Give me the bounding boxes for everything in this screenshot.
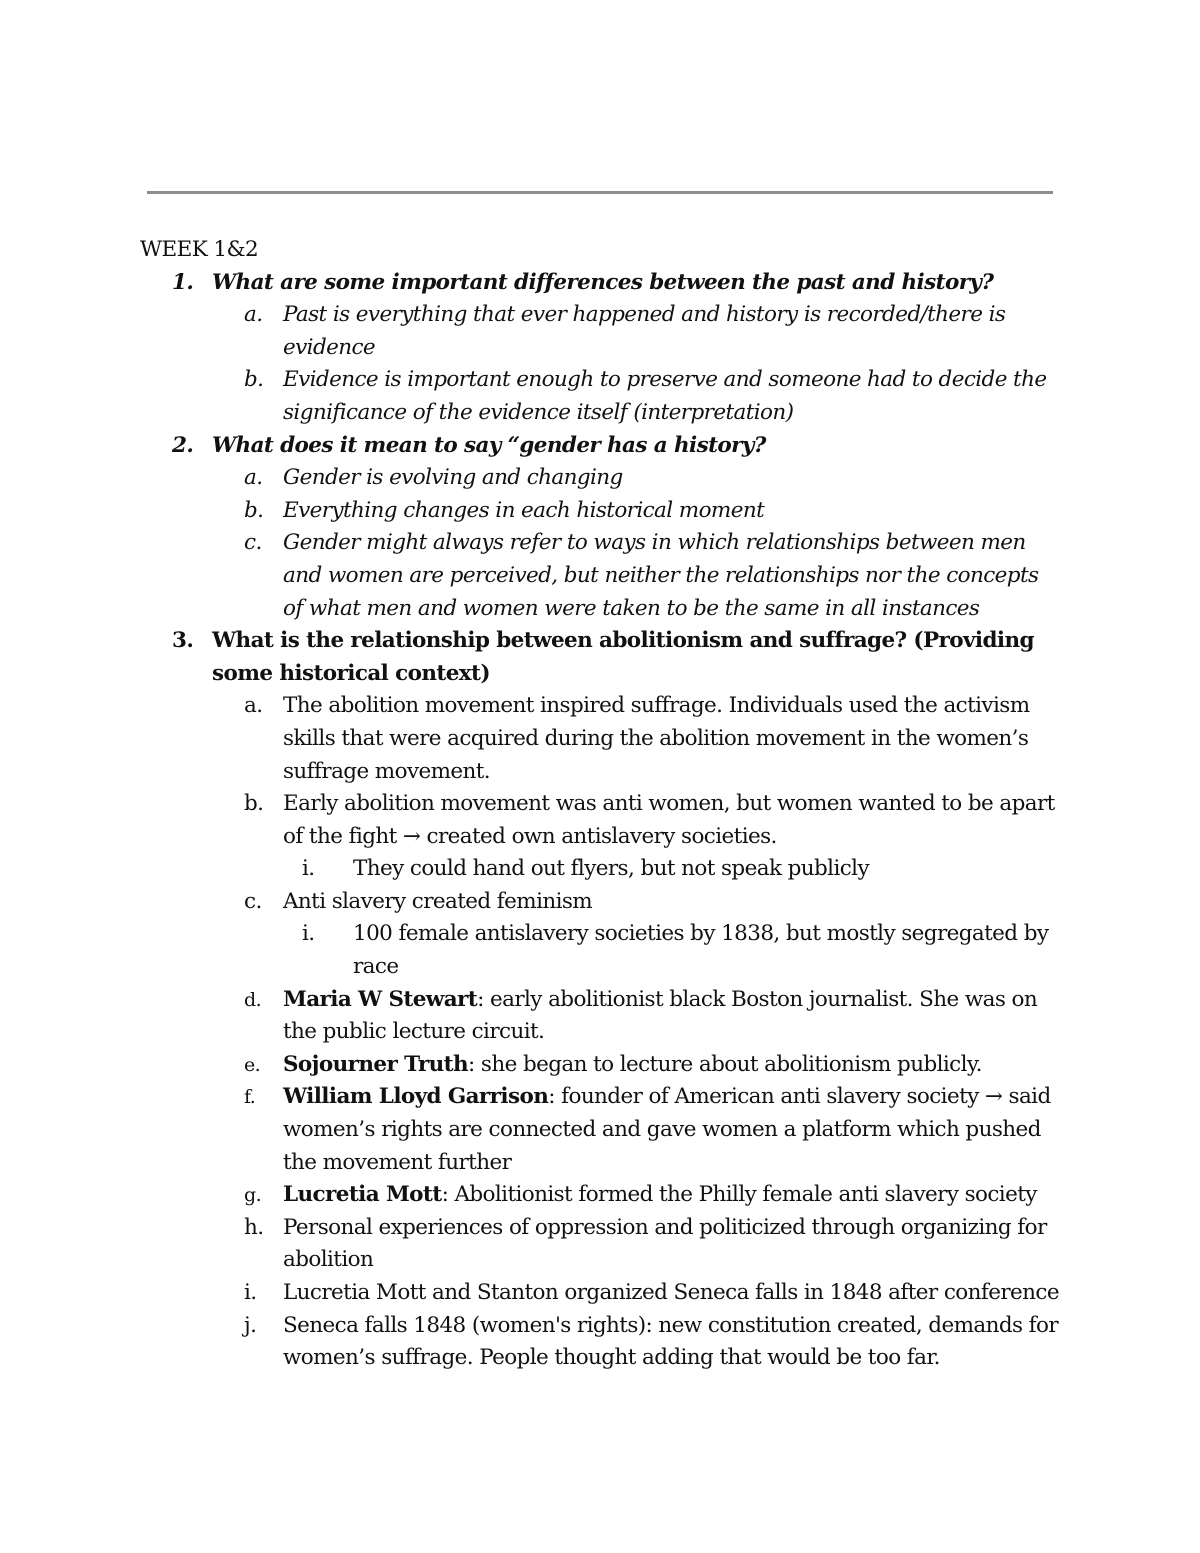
answer-label: f. [244,1086,256,1109]
answer-label: c. [244,530,262,556]
answer-text: Anti slavery created feminism [283,888,593,914]
person-name: Lucretia Mott [283,1182,442,1208]
answer-label: a. [244,465,263,491]
question-number: 1. [172,269,194,295]
document-body [140,234,1060,1375]
answer-item [140,886,1060,919]
answer-text: Gender is evolving and changing [283,465,623,491]
answer-item [140,299,1060,364]
answer-text: : Abolitionist formed the Philly female anti slavery society [441,1182,1037,1208]
answer-item [140,495,1060,528]
answer-text: Early abolition movement was anti women, but women wanted to be apart of the fight → created own antislavery societies. [283,791,1055,849]
answer-label: b. [244,497,264,523]
answer-text: : early abolitionist black Boston journalist. She was on the public lecture circuit. [283,986,1038,1045]
sub-answer-text: 100 female antislavery societies by 1838, but mostly segregated by race [353,921,1049,980]
question-3 [140,625,1060,690]
person-name: Sojourner Truth [283,1051,469,1077]
answer-label: i. [244,1280,257,1305]
answer-text: Past is everything that ever happened and history is recorded/there is evidence [283,302,1006,360]
answer-label: j. [244,1312,257,1338]
question-number: 3. [172,628,194,654]
answer-item [140,527,1060,625]
answer-label: d. [244,988,262,1011]
answer-text: Seneca falls 1848 (women's rights): new constitution created, demands for women’s suffrage. People thought adding that would be too far. [283,1312,1059,1371]
question-text: What is the relationship between abolitionism and suffrage? (Providing some historical context) [212,628,1034,686]
answer-label: h. [244,1214,264,1240]
answer-text: The abolition movement inspired suffrage. Individuals used the activism skills that were acquired during the abolition movement in the women’s suffrage movement. [283,693,1030,784]
answer-label: a. [244,302,263,328]
answer-text: Everything changes in each historical moment [283,497,765,523]
answer-text: Evidence is important enough to preserve and someone had to decide the significance of the evidence itself (interpretation) [283,367,1047,425]
answer-label: e. [244,1053,261,1076]
sub-answer-item [140,853,1060,886]
answer-item [140,788,1060,853]
sub-answer-label: i. [302,921,315,947]
answer-text: Gender might always refer to ways in which relationships between men and women are perceived, but neither the relationships nor the concepts of what men and women were taken to be the same in all instances [283,530,1039,621]
sub-answer-item [140,918,1060,983]
question-text: What does it mean to say “gender has a history? [212,432,766,458]
person-name: William Lloyd Garrison [283,1084,549,1110]
answer-text: Lucretia Mott and Stanton organized Seneca falls in 1848 after conference [283,1280,1059,1305]
answer-label: b. [244,791,264,817]
page-title: WEEK 1&2 [140,237,259,262]
answer-item [140,984,1060,1049]
sub-answer-label: i. [302,856,315,882]
answer-label: a. [244,693,263,719]
answer-text: : she began to lecture about abolitionism publicly. [468,1051,982,1077]
answer-item [140,1179,1060,1212]
person-name: Maria W Stewart [283,986,478,1012]
answer-item [140,364,1060,429]
answer-item [140,1277,1060,1310]
question-number: 2. [172,432,194,458]
answer-label: g. [244,1184,262,1207]
answer-item [140,1212,1060,1277]
question-text: What are some important differences between the past and history? [212,269,994,295]
answer-item [140,1081,1060,1179]
answer-item [140,462,1060,495]
sub-answer-text: They could hand out flyers, but not speak publicly [353,856,869,882]
answer-item [140,1049,1060,1082]
answer-item [140,690,1060,788]
answer-item [140,1310,1060,1375]
header-rule [147,191,1053,194]
question-1 [140,267,1060,300]
answer-label: b. [244,367,264,393]
question-2 [140,430,1060,463]
answer-text: : founder of American anti slavery society → said women’s rights are connected and gave women a platform which pushed the movement further [283,1084,1051,1175]
answer-label: c. [244,888,262,914]
answer-text: Personal experiences of oppression and politicized through organizing for abolition [283,1214,1047,1273]
